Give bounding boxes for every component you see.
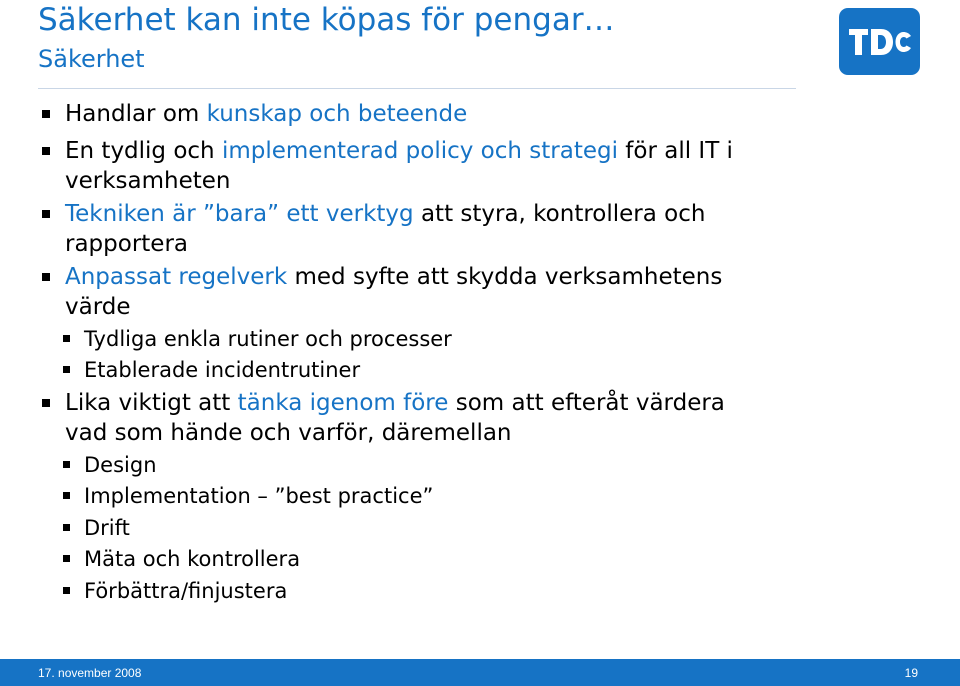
bullet-item [65,136,733,196]
bullet-highlight: Anpassat regelverk [65,264,288,290]
tdc-logo-mark [847,26,913,58]
bullet-highlight: Tekniken är ”bara” ett verktyg [65,201,414,227]
bullet-text: Design [84,453,157,477]
sub-bullet-item [84,514,130,542]
sub-bullet-item [84,482,433,510]
sub-bullet-item [84,325,452,353]
footer-bar [0,659,960,686]
bullet-highlight: tänka igenom före [237,390,449,416]
bullet-text: Implementation – ”best practice” [84,484,434,508]
bullet-text: Tydliga enkla rutiner och processer [84,327,452,351]
bullet-text-line2: verksamheten [65,168,231,194]
bullet-marker-icon [63,335,70,342]
title-divider [38,88,796,89]
bullet-text: att styra, kontrollera och [413,201,706,227]
bullet-text: med syfte att skydda verksamhetens [287,264,723,290]
bullet-highlight: kunskap och beteende [206,101,468,127]
bullet-text-line2: värde [65,294,131,320]
bullet-text: Handlar om [65,101,207,127]
bullet-text: Förbättra/finjustera [84,579,288,603]
sub-bullet-item [84,356,360,384]
bullet-text: Drift [84,516,130,540]
bullet-text: En tydlig och [65,138,222,164]
bullet-marker-icon [42,110,50,118]
slide-title: Säkerhet kan inte köpas för pengar… [38,2,615,38]
bullet-marker-icon [63,366,70,373]
bullet-text: Mäta och kontrollera [84,547,301,571]
bullet-text-line2: rapportera [65,231,188,257]
sub-bullet-item [84,545,300,573]
bullet-marker-icon [63,555,70,562]
slide-subtitle: Säkerhet [38,45,145,73]
tdc-logo [839,8,920,75]
bullet-marker-icon [63,587,70,594]
footer-date: 17. november 2008 [38,666,142,680]
bullet-text-line2: vad som hände och varför, däremellan [65,420,512,446]
bullet-text: för all IT i [617,138,733,164]
sub-bullet-item [84,577,287,605]
bullet-highlight: implementerad policy och strategi [221,138,618,164]
bullet-marker-icon [42,210,50,218]
sub-bullet-item [84,451,157,479]
bullet-marker-icon [63,461,70,468]
bullet-marker-icon [42,147,50,155]
page-number: 19 [904,666,918,680]
bullet-text: som att efteråt värdera [448,390,725,416]
bullet-item [65,99,467,129]
bullet-text: Lika viktigt att [65,390,238,416]
bullet-text: Etablerade incidentrutiner [84,358,361,382]
bullet-marker-icon [42,399,50,407]
bullet-marker-icon [42,273,50,281]
bullet-item [65,388,725,448]
bullet-item [65,199,705,259]
bullet-item [65,262,722,322]
bullet-marker-icon [63,524,70,531]
bullet-marker-icon [63,492,70,499]
